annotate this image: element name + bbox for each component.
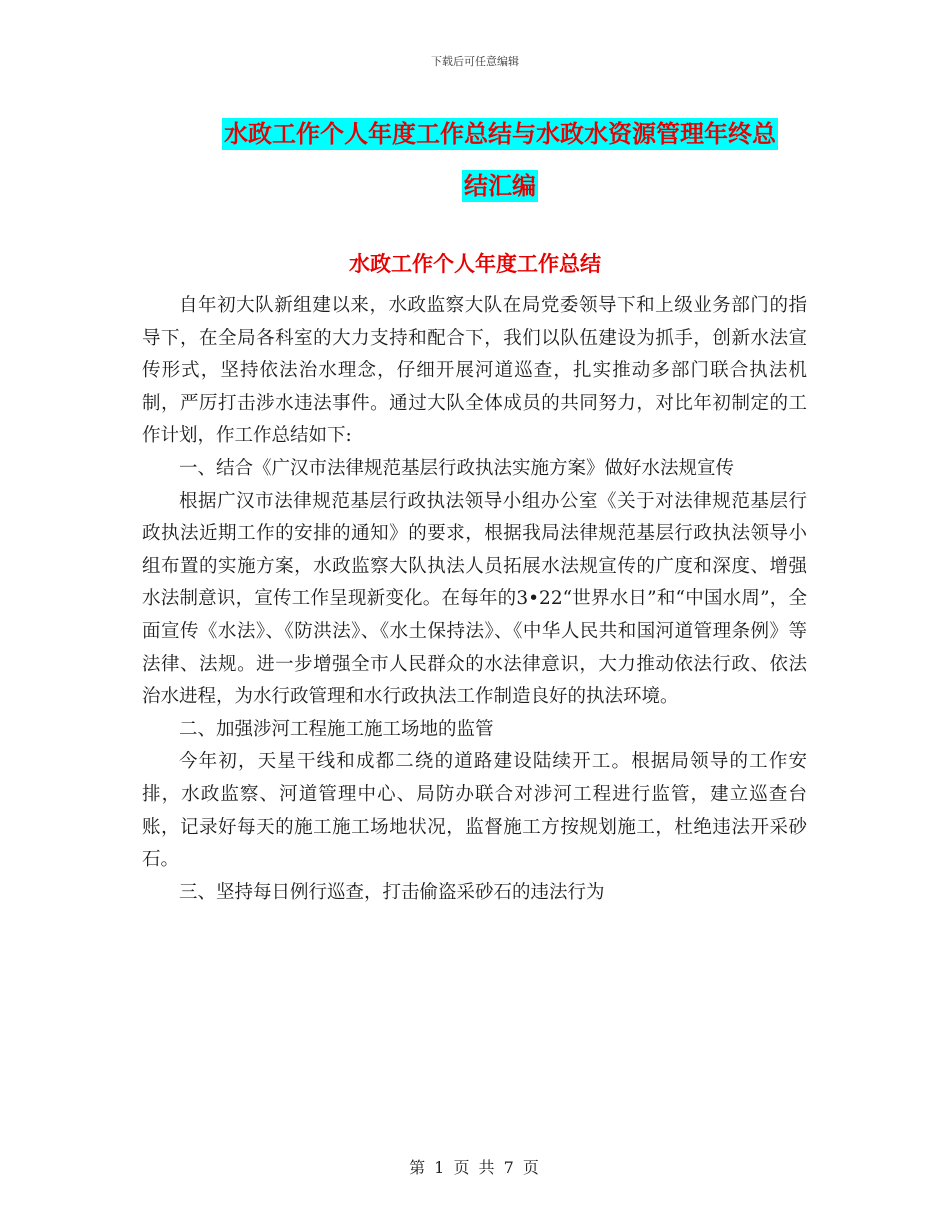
heading-item-1: 一、结合《广汉市法律规范基层行政执法实施方案》做好水法规宣传	[179, 457, 735, 479]
page-number: 第 1 页 共 7 页	[409, 1158, 541, 1177]
document-body	[142, 290, 807, 909]
document-title	[190, 108, 810, 212]
paragraph-item-1: 根据广汉市法律规范基层行政执法领导小组办公室《关于对法律规范基层行政执法近期工作的安排的通知》的要求，根据我局法律规范基层行政执法领导小组布置的实施方案，水政监察大队执法人员拓展水法规宣传的广度和深度、增强水法制意识，宣传工作呈现新变化。在每年的3•22“世界水日”和“中国水周”，全面宣传《水法》、《防洪法》、《水土保持法》、《中华人民共和国河道管理条例》等法律、法规。进一步增强全市人民群众的水法律意识，大力推动依法行政、依法治水进程，为水行政管理和水行政执法工作制造良好的执法环境。	[142, 490, 807, 708]
heading-item-2: 二、加强涉河工程施工施工场地的监管	[179, 718, 494, 740]
document-title-line-2: 结汇编	[464, 172, 536, 200]
page-header-note: 下载后可任意编辑	[431, 55, 519, 68]
heading-item-3: 三、坚持每日例行巡查，打击偷盗采砂石的违法行为	[179, 881, 605, 903]
paragraph-intro: 自年初大队新组建以来，水政监察大队在局党委领导下和上级业务部门的指导下，在全局各科室的大力支持和配合下，我们以队伍建设为抓手，创新水法宣传形式，坚持依法治水理念，仔细开展河道巡查，扎实推动多部门联合执法机制，严厉打击涉水违法事件。通过大队全体成员的共同努力，对比年初制定的工作计划，作工作总结如下:	[142, 295, 807, 447]
document-title-line-1: 水政工作个人年度工作总结与水政水资源管理年终总	[224, 120, 776, 148]
section-title: 水政工作个人年度工作总结	[349, 252, 601, 276]
paragraph-item-2: 今年初，天星干线和成都二绕的道路建设陆续开工。根据局领导的工作安排，水政监察、河道管理中心、局防办联合对涉河工程进行监管，建立巡查台账，记录好每天的施工施工场地状况，监督施工方按规划施工，杜绝违法开采砂石。	[142, 751, 807, 871]
